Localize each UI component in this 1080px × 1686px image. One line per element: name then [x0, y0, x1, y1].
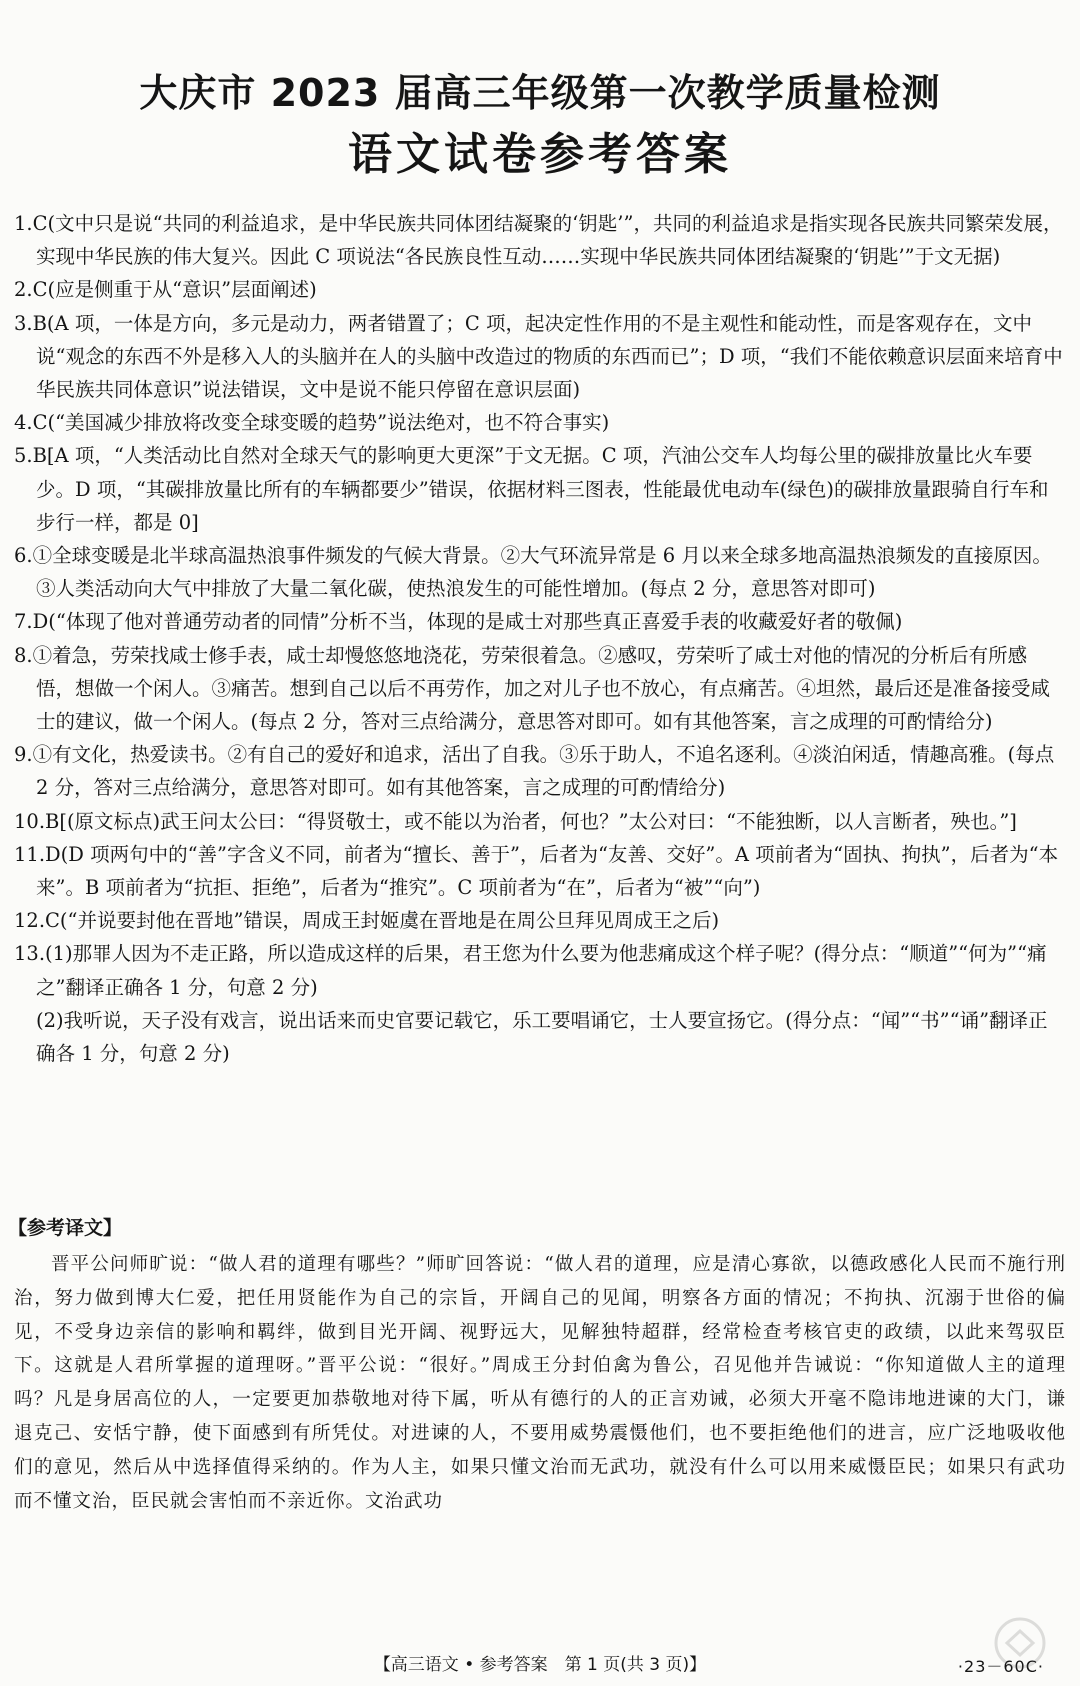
answer-item-6: 6.①全球变暖是北半球高温热浪事件频发的气候大背景。②大气环流异常是 6 月以来全球多地高温热浪频发的直接原因。③人类活动向大气中排放了大量二氧化碳，使热浪发生的可能性增加。(每点 2 分，意思答对即可)	[14, 544, 1052, 601]
answer-item-13-part2: (2)我听说，天子没有戏言，说出话来而史官要记载它，乐工要唱诵它，士人要宣扬它。(得分点：“闻”“书”“诵”翻译正确各 1 分，句意 2 分)	[36, 1008, 1048, 1066]
page-number-label: 【高三语文 • 参考答案 第 1 页(共 3 页)】	[373, 1655, 707, 1675]
answer-item-11: 11.D(D 项两句中的“善”字含义不同，前者为“擅长、善于”，后者为“友善、交好”。A 项前者为“固执、拘执”，后者为“本来”。B 项前者为“抗拒、拒绝”，后者为“推究”。C 项前者为“在”，后者为“被”“向”)	[14, 842, 1059, 900]
answer-item-4: 4.C(“美国减少排放将改变全球变暖的趋势”说法绝对，也不符合事实)	[14, 411, 610, 435]
exam-title: 大庆市 2023 届高三年级第一次教学质量检测	[139, 71, 941, 115]
exam-code: ·23－60C·	[957, 1657, 1044, 1676]
answer-item-5: 5.B[A 项，“人类活动比自然对全球天气的影响更大更深”于文无据。C 项，汽油公交车人均每公里的碳排放量比火车要少。D 项，“其碳排放量比所有的车辆都要少”错误，依据材料三图表，性能最优电动车(绿色)的碳排放量跟骑自行车和步行一样，都是 0]	[14, 444, 1049, 534]
watermark-icon	[985, 1615, 1055, 1671]
answer-item-13-part1: 13.(1)那罪人因为不走正路，所以造成这样的后果，君王您为什么要为他悲痛成这个样子呢？(得分点：“顺道”“何为”“痛之”翻译正确各 1 分，句意 2 分)	[14, 942, 1047, 999]
translation-body: 晋平公问师旷说：“做人君的道理有哪些？”师旷回答说：“做人君的道理，应是清心寡欲，以德政感化人民而不施行刑治，努力做到博大仁爱，把任用贤能作为自己的宗旨，开阔自己的见闻，明察各方面的情况；不拘执、沉溺于世俗的偏见，不受身边亲信的影响和羁绊，做到目光开阔、视野远大，见解独特超群，经常检查考核官吏的政绩，以此来驾驭臣下。这就是人君所掌握的道理呀。”晋平公说：“很好。”周成王分封伯禽为鲁公，召见他并告诫说：“你知道做人主的道理吗？凡是身居高位的人，一定要更加恭敬地对待下属，听从有德行的人的正言劝诫，必须大开毫不隐讳地进谏的大门，谦退克己、安恬宁静，使下面感到有所凭仗。对进谏的人，不要用威势震慑他们，也不要拒绝他们的进言，应广泛地吸收他们的意见，然后从中选择值得采纳的。作为人主，如果只懂文治而无武功，就没有什么可以用来威慑臣民；如果只有武功而不懂文治，臣民就会害怕而不亲近你。文治武功	[14, 1254, 1066, 1512]
answer-item-7: 7.D(“体现了他对普通劳动者的同情”分析不当，体现的是咸士对那些真正喜爱手表的收藏爱好者的敬佩)	[14, 610, 903, 634]
answer-item-3: 3.B(A 项，一体是方向，多元是动力，两者错置了；C 项，起决定性作用的不是主观性和能动性，而是客观存在，文中说“观念的东西不外是移入人的头脑并在人的头脑中改造过的物质的东西而已”；D 项，“我们不能依赖意识层面来培育中华民族共同体意识”说法错误，文中是说不能只停留在意识层面)	[14, 311, 1063, 402]
answer-list	[14, 207, 1066, 1070]
answer-item-8: 8.①着急，劳荣找咸士修手表，咸士却慢悠悠地浇花，劳荣很着急。②感叹，劳荣听了咸士对他的情况的分析后有所感悟，想做一个闲人。③痛苦。想到自己以后不再劳作，加之对儿子也不放心，有点痛苦。④坦然，最后还是准备接受咸士的建议，做一个闲人。(每点 2 分，答对三点给满分，意思答对即可。如有其他答案，言之成理的可酌情给分)	[14, 643, 1051, 734]
answer-key-title: 语文试卷参考答案	[348, 129, 732, 180]
answer-item-9: 9.①有文化，热爱读书。②有自己的爱好和追求，活出了自我。③乐于助人，不追名逐利。④淡泊闲适，情趣高雅。(每点 2 分，答对三点给满分，意思答对即可。如有其他答案，言之成理的可酌情给分)	[14, 743, 1055, 800]
answer-item-2: 2.C(应是侧重于从“意识”层面阐述)	[14, 278, 317, 302]
answer-item-1: 1.C(文中只是说“共同的利益追求，是中华民族共同体团结凝聚的‘钥匙’”，共同的利益追求是指实现各民族共同繁荣发展，实现中华民族的伟大复兴。因此 C 项说法“各民族良性互动……实现中华民族共同体团结凝聚的‘钥匙’”于文无据)	[14, 212, 1063, 269]
answer-item-10: 10.B[(原文标点)武王问太公曰：“得贤敬士，或不能以为治者，何也？”太公对曰：“不能独断，以人言断者，殃也。”]	[14, 809, 1017, 833]
translation-heading: 【参考译文】	[8, 1217, 123, 1239]
answer-item-12: 12.C(“并说要封他在晋地”错误，周成王封姬虞在晋地是在周公旦拜见周成王之后)	[14, 909, 720, 933]
page-footer	[0, 1650, 1080, 1675]
